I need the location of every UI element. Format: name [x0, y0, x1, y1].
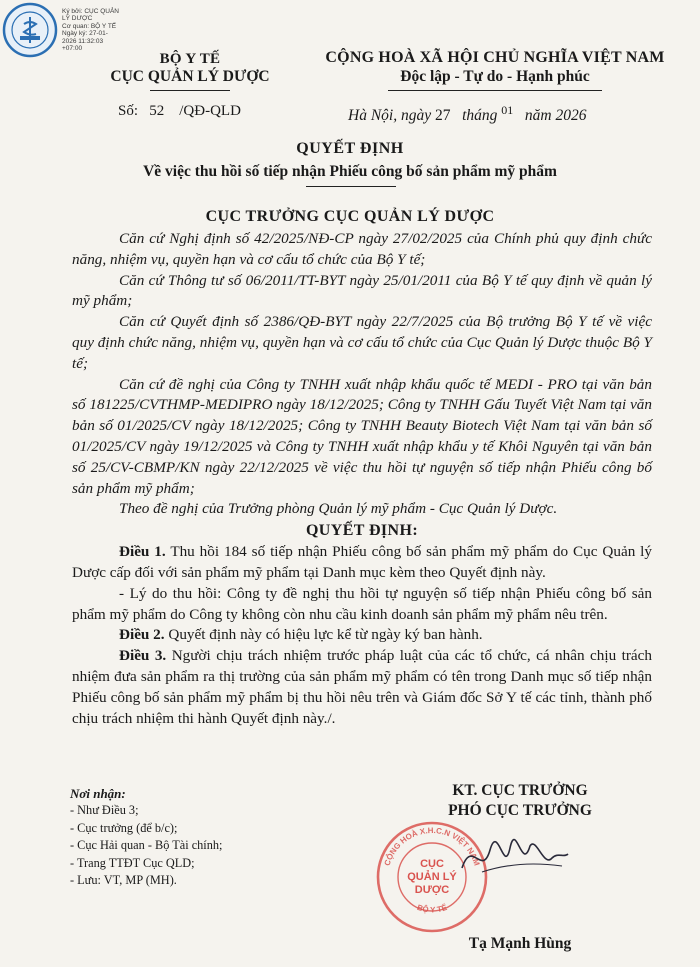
place-and-date: Hà Nội, ngày 27 tháng $^{01}$ năm 2026 — [348, 103, 587, 124]
signer-position-1: KT. CỤC TRƯỞNG — [452, 782, 588, 799]
recipient-item: - Cục trưởng (để b/c); — [70, 820, 178, 835]
stamp-ring-top: CỘNG HOÀ X.H.C.N VIỆT NAM — [382, 825, 482, 867]
legal-basis-3: Căn cứ Quyết định số 2386/QĐ-BYT ngày 22/7/2025 của Bộ trưởng Bộ Y tế về việc quy định chức năng, nhiệm vụ, quyền hạn và cơ cấu tổ chức của Cục Quản lý Dược thuộc Bộ Y tế; — [72, 313, 652, 372]
legal-basis-4: Căn cứ đề nghị của Công ty TNHH xuất nhập khẩu quốc tế MEDI - PRO tại văn bản số 181225/CVTHMP-MEDIPRO ngày 18/12/2025; Công ty TNHH Gấu Tuyết Việt Nam tại văn bản số 01/2025/CV ngày 18/12/2025; Công ty TNHH Beauty Biotech Việt Nam tại văn bản số 01/2025/CV ngày 19/12/2025 và Công ty TNHH xuất nhập khẩu y tế Khôi Nguyên tại văn bản số 25/CV-CBMP/KN ngày 22/12/2025 về việc thu hồi tự nguyện số tiếp nhận Phiếu công bố sản phẩm mỹ phẩm; — [72, 375, 652, 497]
recipients-block — [70, 785, 330, 889]
recipient-item: - Như Điều 3; — [70, 803, 139, 818]
recipient-item: - Lưu: VT, MP (MH). — [70, 873, 177, 888]
article-3: Điều 3. Người chịu trách nhiệm trước pháp luật của các tổ chức, cá nhân chịu trách nhiệm đưa sản phẩm ra thị trường của sản phẩm mỹ phẩm có tên trong Danh mục số tiếp nhận Phiếu công bố sản phẩm mỹ phẩm bị thu hồi nêu trên và Giám đốc Sở Y tế các tỉnh, thành phố chịu trách nhiệm thi hành Quyết định này./. — [72, 647, 653, 727]
stamp-ring-bottom: BỘ Y TẾ — [415, 902, 449, 915]
ministry-name: BỘ Y TẾ — [159, 51, 221, 67]
stamp-text-2: QUẢN LÝ — [407, 871, 457, 883]
recipient-item: - Cục Hải quan - Bộ Tài chính; — [70, 838, 223, 853]
recipients-title: Nơi nhận: — [70, 786, 126, 801]
subject-underline — [306, 186, 396, 187]
document-body — [72, 229, 652, 729]
national-motto: Độc lập - Tự do - Hạnh phúc — [400, 68, 590, 85]
agency-underline — [150, 90, 230, 91]
document-number: Số: 52 /QĐ-QLD — [118, 103, 241, 119]
handwritten-signature — [452, 828, 572, 888]
signer-position-2: PHÓ CỤC TRƯỞNG — [448, 802, 592, 819]
issuing-authority: CỤC TRƯỞNG CỤC QUẢN LÝ DƯỢC — [205, 208, 495, 225]
stamp-text-3: DƯỢC — [414, 884, 450, 896]
document-type: QUYẾT ĐỊNH — [296, 140, 404, 157]
signer-name: Tạ Mạnh Hùng — [468, 935, 572, 952]
ministry-seal-icon — [2, 2, 58, 58]
agency-name: CỤC QUẢN LÝ DƯỢC — [110, 68, 270, 85]
digital-signature-text: Ký bởi: CỤC QUẢN LÝ DƯỢC Cơ quan: BỘ Y TẾ Ngày ký: 27-01- 2026 11:32:03 +07:00 — [62, 8, 119, 53]
motto-underline — [388, 90, 602, 91]
country-name: CỘNG HOÀ XÃ HỘI CHỦ NGHĨA VIỆT NAM — [325, 49, 665, 66]
decides-heading: QUYẾT ĐỊNH: — [305, 522, 419, 540]
legal-basis-1: Căn cứ Nghị định số 42/2025/NĐ-CP ngày 27/02/2025 của Chính phủ quy định chức năng, nhiệm vụ, quyền hạn và cơ cấu tổ chức của Bộ Y tế; — [72, 230, 652, 268]
article-1: Điều 1. Thu hồi 184 số tiếp nhận Phiếu công bố sản phẩm mỹ phẩm do Cục Quản lý Dược cấp đối với sản phẩm mỹ phẩm tại Danh mục kèm theo Quyết định này. — [72, 543, 652, 581]
svg-text:BỘ Y TẾ — [416, 902, 449, 915]
article-1-reason: - Lý do thu hồi: Công ty đề nghị thu hồi tự nguyện số tiếp nhận Phiếu công bố sản phẩm mỹ phẩm do Công ty không còn nhu cầu kinh doanh sản phẩm mỹ phẩm nêu trên. — [72, 584, 652, 623]
stamp-text-1: CỤC — [420, 858, 444, 870]
recipient-item: - Trang TTĐT Cục QLD; — [70, 855, 195, 870]
legal-basis-5: Theo đề nghị của Trưởng phòng Quản lý mỹ phẩm - Cục Quản lý Dược. — [119, 500, 558, 518]
article-2: Điều 2. Quyết định này có hiệu lực kể từ ngày ký ban hành. — [119, 626, 483, 644]
document-subject: Về việc thu hồi số tiếp nhận Phiếu công bố sản phẩm mỹ phẩm — [143, 163, 557, 180]
legal-basis-2: Căn cứ Thông tư số 06/2011/TT-BYT ngày 25/01/2011 của Bộ Y tế quy định về quản lý mỹ phẩm; — [72, 271, 652, 310]
